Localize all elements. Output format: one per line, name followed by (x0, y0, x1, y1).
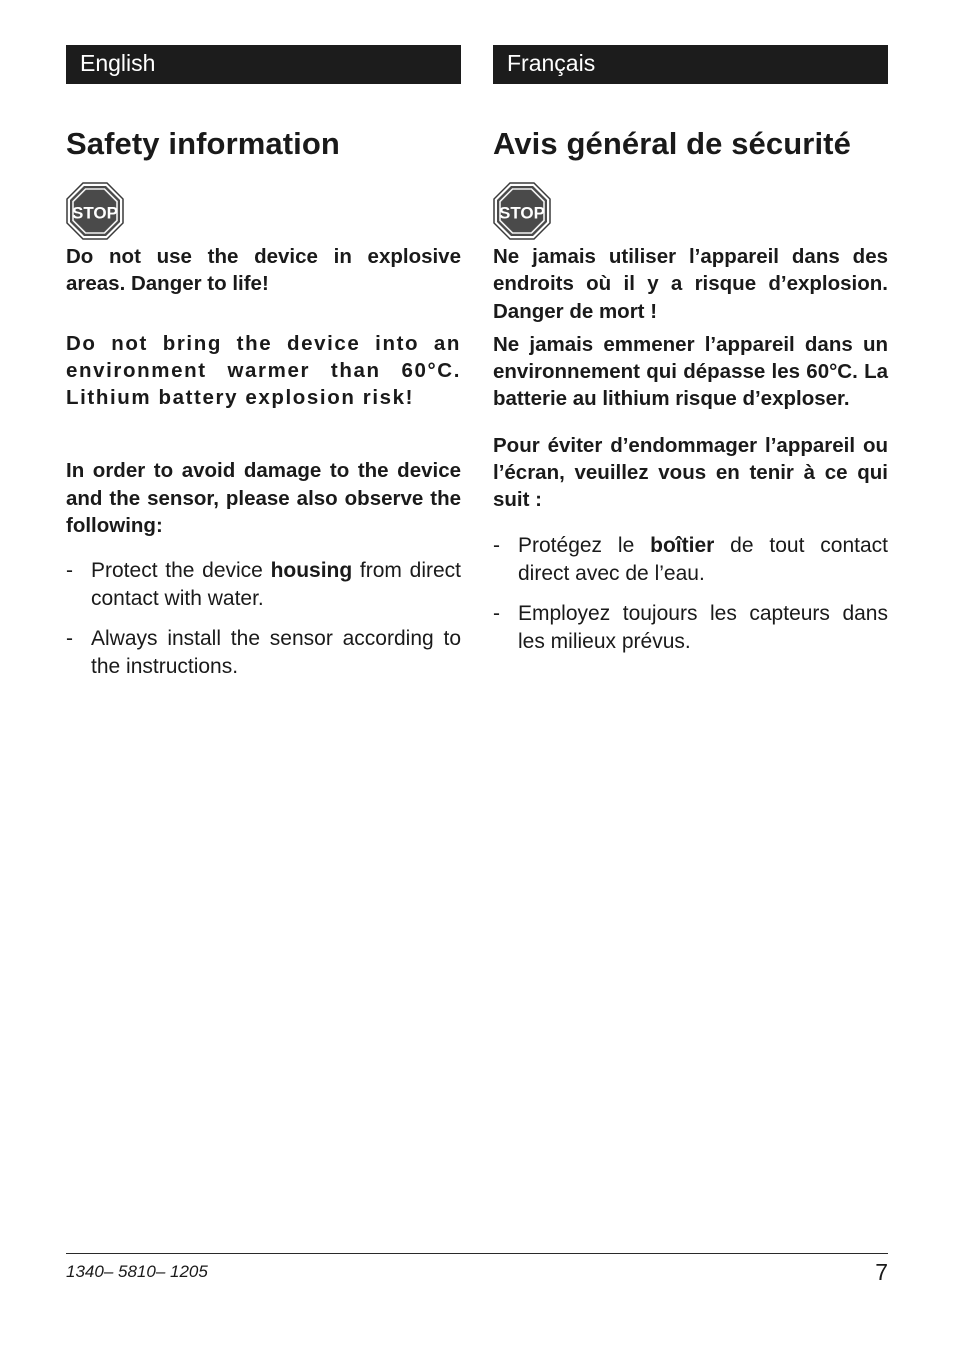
precaution-list (493, 532, 888, 656)
warning-temperature: Ne jamais emmener l’appareil dans un environnement qui dépasse les 60°C. La batterie au lithium risque d’exploser. (493, 332, 888, 411)
damage-avoidance-intro: In order to avoid damage to the device and the sensor, please also observe the following: (66, 459, 461, 538)
page-number: 7 (875, 1259, 888, 1285)
warning-explosive-areas: Do not use the device in explosive areas. Danger to life! (66, 245, 461, 296)
language-header-english: English (66, 45, 461, 84)
warning-explosive-areas: Ne jamais utiliser l’appareil dans des endroits où il y a risque d’explosion. Danger de mort ! (493, 245, 888, 323)
warning-temperature-text: Do not bring the device into an environment warmer than 60°C. Lithium battery explosion risk! (66, 331, 461, 410)
list-item: - Always install the sensor according to the instructions. (66, 627, 461, 679)
precaution-list (66, 557, 461, 681)
list-item: - Protect the device housing from direct contact with water. (66, 559, 461, 611)
damage-avoidance-intro: Pour éviter d’endommager l’appareil ou l’écran, veuillez vous en tenir à ce qui suit : (493, 433, 888, 512)
warning-temperature (66, 330, 461, 412)
french-column (493, 45, 888, 668)
document-code: 1340– 5810– 1205 (66, 1262, 208, 1281)
english-column (66, 45, 461, 693)
stop-sign-icon (493, 182, 551, 240)
list-item: - Employez toujours les capteurs dans les milieux prévus. (493, 601, 888, 653)
list-item: - Protégez le boîtier de tout contact direct avec de l’eau. (493, 533, 888, 585)
language-header-french: Français (493, 45, 888, 84)
stop-icon-text: STOP (72, 203, 118, 223)
section-title-french: Avis général de sécurité (493, 126, 851, 161)
section-title-english: Safety information (66, 126, 340, 161)
stop-sign-icon (66, 182, 124, 240)
footer-divider (66, 1253, 888, 1254)
stop-icon-text: STOP (499, 203, 545, 223)
